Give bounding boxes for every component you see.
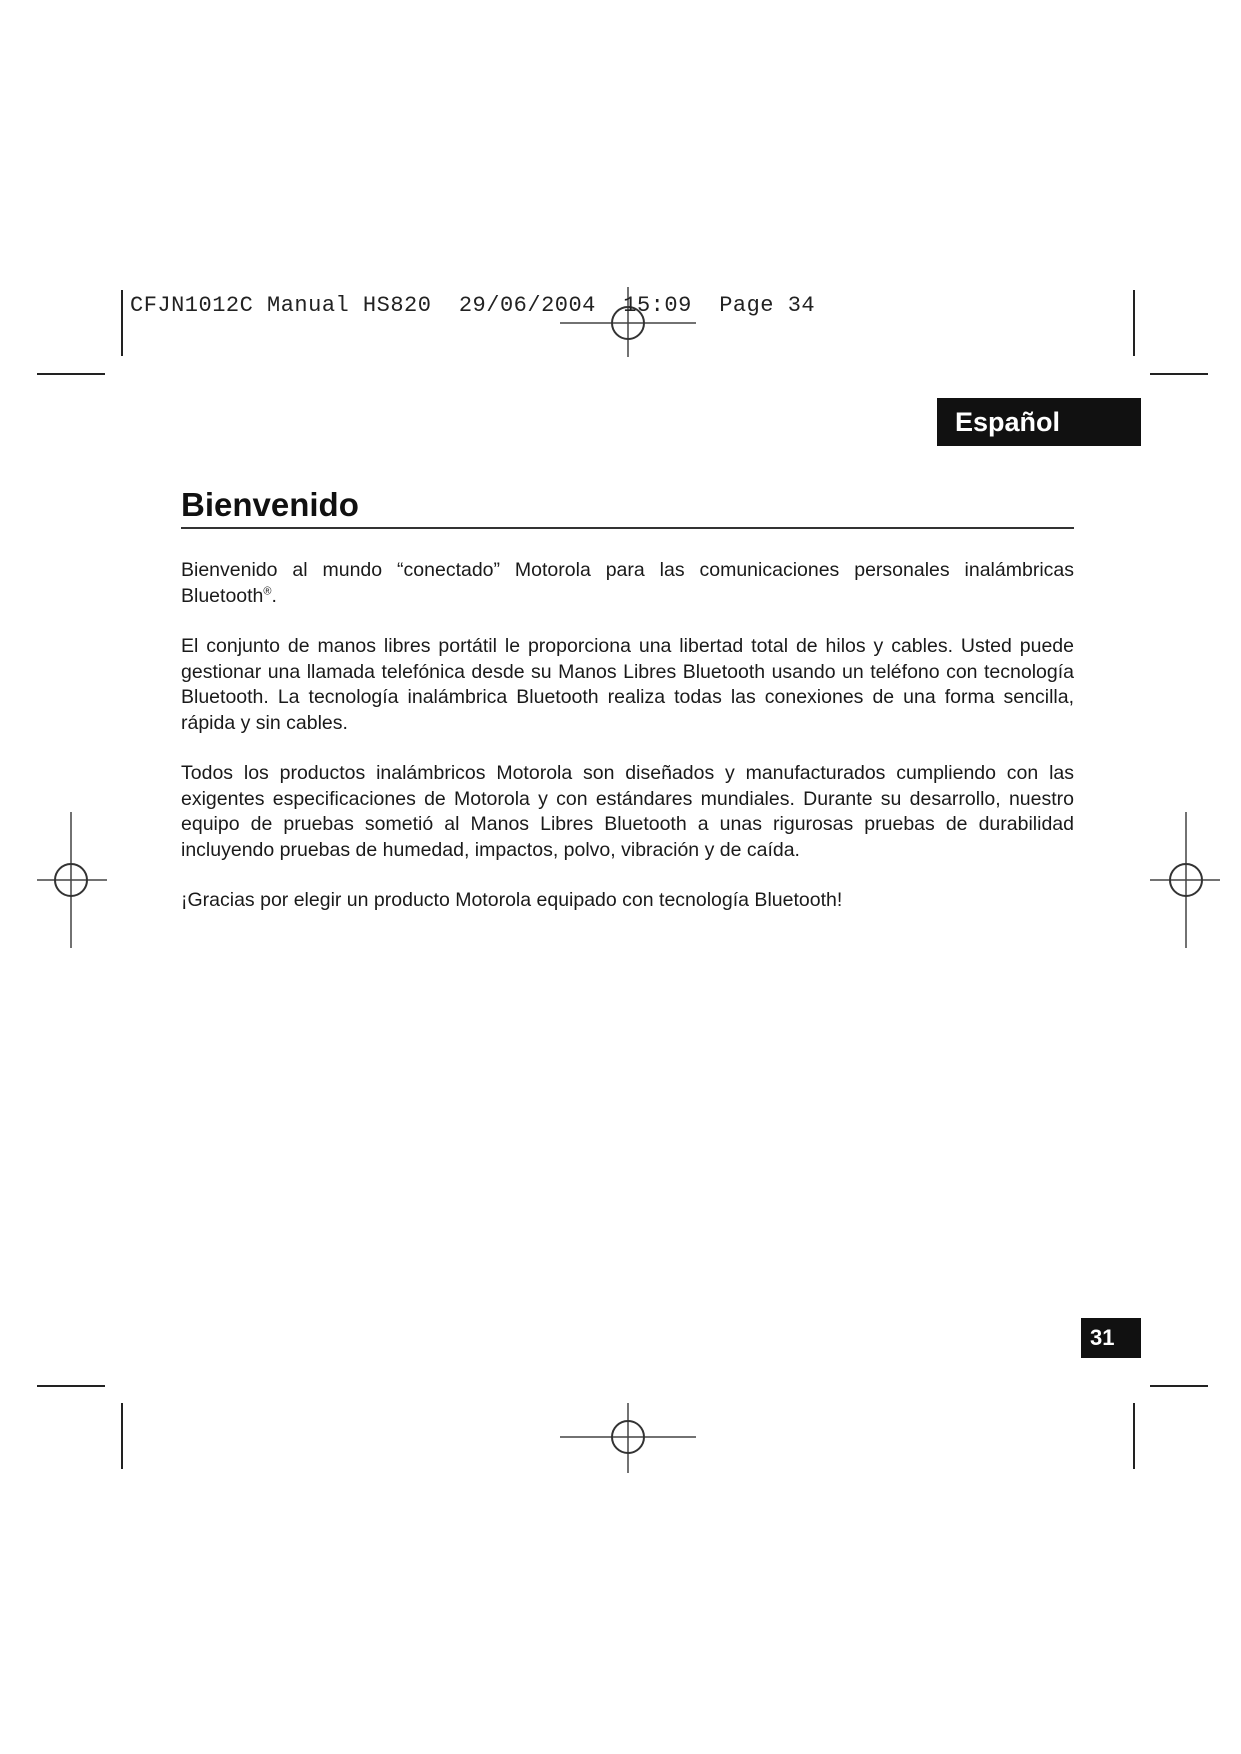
page-number: 31 (1081, 1318, 1141, 1358)
paragraph-intro-text: Bienvenido al mundo “conectado” Motorola para las comunicaciones personales inalámbricas Bluetooth (181, 559, 1074, 607)
body-text (181, 558, 1074, 939)
heading-rule (181, 527, 1074, 529)
crop-mark-top-left-horizontal (37, 373, 105, 375)
crop-mark-top-right-vertical (1133, 290, 1135, 356)
page-title: Bienvenido (181, 486, 359, 523)
paragraph-thanks: ¡Gracias por elegir un producto Motorola equipado con tecnología Bluetooth! (181, 889, 843, 911)
paragraph-headset: El conjunto de manos libres portátil le proporciona una libertad total de hilos y cables. Usted puede gestionar una llamada telefónica desde su Manos Libres Bluetooth usando un teléfono con tecnología Bluetooth. La tecnología inalámbrica Bluetooth realiza todas las conexiones de una forma sencilla, rápida y sin cables. (181, 635, 1074, 734)
registration-mark-bottom-icon (560, 1403, 696, 1473)
registration-mark-right-icon (1150, 812, 1220, 948)
crop-mark-top-left-vertical (121, 290, 123, 356)
language-tab: Español (937, 398, 1141, 446)
crop-mark-bottom-right-vertical (1133, 1403, 1135, 1469)
paragraph-intro (181, 558, 1074, 609)
crop-mark-top-right-horizontal (1150, 373, 1208, 375)
print-slug: CFJN1012C Manual HS820 29/06/2004 15:09 Page 34 (130, 293, 816, 318)
registration-mark-left-icon (37, 812, 107, 948)
paragraph-intro-end: . (271, 584, 277, 607)
paragraph-quality: Todos los productos inalámbricos Motorola son diseñados y manufacturados cumpliendo con las exigentes especificaciones de Motorola y con estándares mundiales. Durante su desarrollo, nuestro equipo de pruebas sometió al Manos Libres Bluetooth a unas rigurosas pruebas de durabilidad incluyendo pruebas de humedad, impactos, polvo, vibración y de caída. (181, 762, 1074, 861)
crop-mark-bottom-right-horizontal (1150, 1385, 1208, 1387)
crop-mark-bottom-left-horizontal (37, 1385, 105, 1387)
registered-mark: ® (263, 585, 272, 597)
crop-mark-bottom-left-vertical (121, 1403, 123, 1469)
